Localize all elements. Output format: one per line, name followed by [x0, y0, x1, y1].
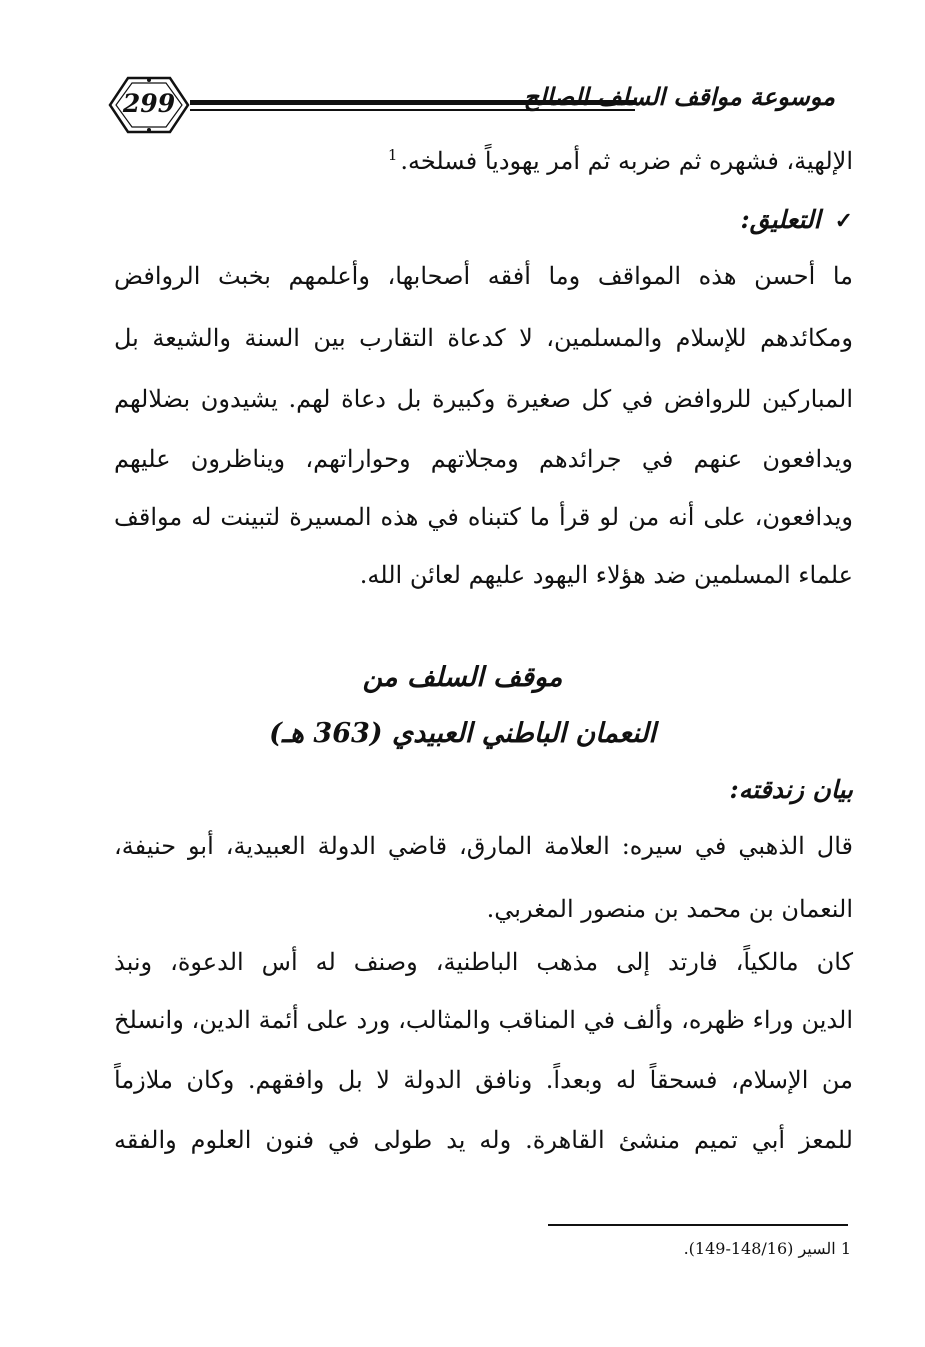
paragraph-line: ويدافعون، على أنه من لو قرأ ما كتبناه في هذه المسيرة لتبينت له مواقف [114, 503, 853, 531]
continuation-text: الإلهية، فشهره ثم ضربه ثم أمر يهودياً فسلخه. [400, 147, 853, 175]
paragraph-line: المباركين للروافض في كل صغيرة وكبيرة بل دعاة لهم. يشيدون بضلالهم [114, 385, 853, 413]
paragraph-line: ومكائدهم للإسلام والمسلمين، لا كدعاة التقارب بين السنة والشيعة بل [114, 324, 853, 352]
page-number: 299 [122, 89, 176, 118]
paragraph-line: من الإسلام، فسحقاً له وبعداً. ونافق الدولة لا بل وافقهم. وكان ملازماً [114, 1066, 853, 1094]
paragraph-line: الدين وراء ظهره، وألف في المناقب والمثالب، ورد على أئمة الدين، وانسلخ [114, 1006, 853, 1034]
paragraph-line: ما أحسن هذه المواقف وما أفقه أصحابها، وأعلمهم بخبث الروافض [114, 262, 853, 290]
page-header [100, 70, 835, 140]
footnote-separator [548, 1224, 848, 1226]
comment-heading [740, 205, 853, 234]
sub-heading: بيان زندقته: [729, 775, 853, 804]
series-title: موسوعة مواقف السلف الصالح [523, 82, 835, 111]
paragraph-line: قال الذهبي في سيره: العلامة المارق، قاضي الدولة العبيدية، أبو حنيفة، [114, 832, 853, 860]
paragraph-line: علماء المسلمين ضد هؤلاء اليهود عليهم لعائن الله. [359, 561, 853, 589]
paragraph-line: النعمان بن محمد بن منصور المغربي. [486, 895, 853, 923]
page-number-badge [108, 76, 190, 134]
paragraph-line: كان مالكياً، فارتد إلى مذهب الباطنية، وصنف له أس الدعوة، ونبذ [114, 948, 853, 976]
footnote: 1 السير (148/16-149). [683, 1239, 851, 1258]
check-mark-icon: ✓ [834, 208, 853, 234]
section-title-line-2: النعمان الباطني العبيدي (363 هـ) [269, 718, 656, 749]
comment-heading-text: التعليق: [740, 205, 821, 234]
footnote-marker: 1 [387, 146, 398, 164]
paragraph-line: للمعز أبي تميم منشئ القاهرة. وله يد طولى في فنون العلوم والفقه [114, 1126, 853, 1154]
paragraph-line: ويدافعون عنهم في جرائدهم ومجلاتهم وحواراتهم، ويناظرون عليهم [114, 445, 853, 473]
continuation-line [388, 146, 853, 175]
section-title-line-1: موقف السلف من [362, 662, 563, 693]
